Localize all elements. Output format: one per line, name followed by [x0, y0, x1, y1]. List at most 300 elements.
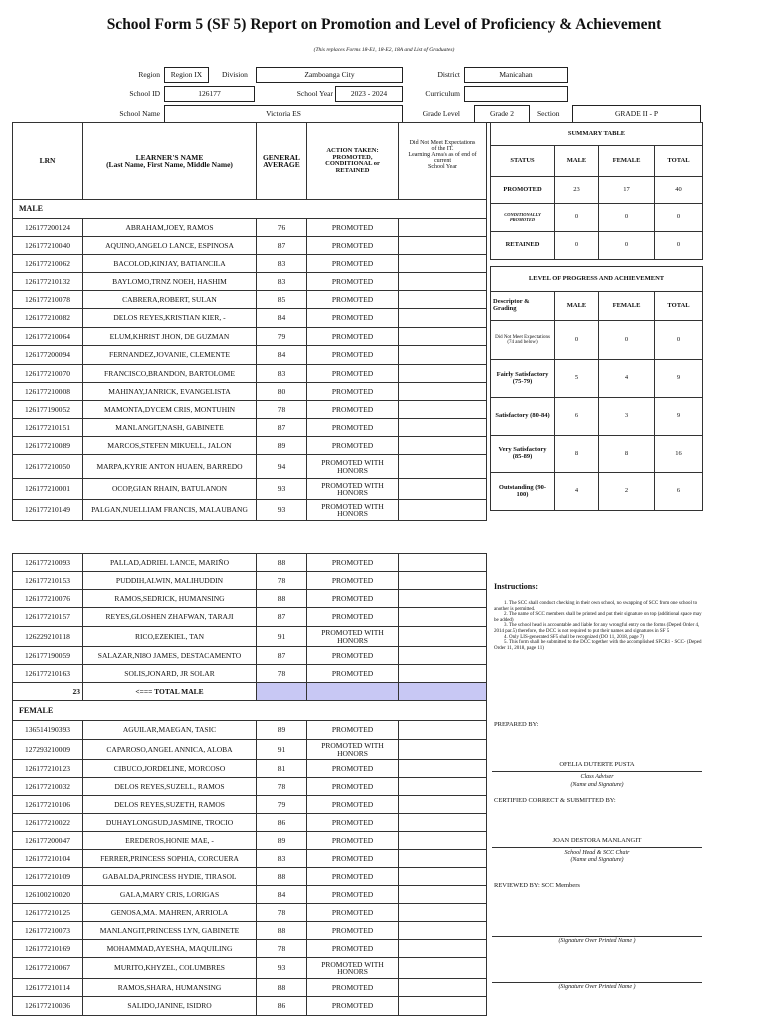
learner-lrn: 126100210020	[13, 886, 83, 904]
learner-name: GABALDA,PRINCESS HYDIE, TIRASOL	[83, 868, 257, 886]
learner-name: SALAZAR,NI8O JAMES, DESTACAMENTO	[83, 647, 257, 665]
learner-name: CABRERA,ROBERT, SULAN	[83, 291, 257, 309]
learner-name: CIBUCO,JORDELINE, MORCOSO	[83, 760, 257, 778]
learner-row	[13, 401, 487, 419]
did-not-meet-cell	[399, 437, 487, 455]
learner-row	[13, 500, 487, 521]
learner-name: MARCOS,STEFEN MIKUELL, JALON	[83, 437, 257, 455]
learner-name-header-line2: (Last Name, First Name, Middle Name)	[106, 160, 233, 169]
did-not-meet-header-line4: current	[434, 158, 451, 164]
did-not-meet-cell	[399, 219, 487, 237]
action-taken: PROMOTED	[307, 778, 399, 796]
summary-title: SUMMARY TABLE	[491, 123, 703, 146]
did-not-meet-cell	[399, 979, 487, 997]
learner-lrn: 127293210009	[13, 740, 83, 760]
learner-lrn: 126177210076	[13, 590, 83, 608]
did-not-meet-header-line2: of the IT.	[431, 146, 454, 152]
action-taken: PROMOTED	[307, 886, 399, 904]
learner-row	[13, 940, 487, 958]
district-label: District	[437, 70, 460, 80]
learner-name: RICO,EZEKIEL, TAN	[83, 627, 257, 647]
summary-male-value: 0	[555, 204, 599, 232]
learner-name: FERRER,PRINCESS SOPHIA, CORCUERA	[83, 850, 257, 868]
learner-row	[13, 328, 487, 346]
general-average: 87	[257, 608, 307, 627]
action-taken: PROMOTED	[307, 237, 399, 255]
learner-lrn: 126177190052	[13, 401, 83, 419]
general-average: 76	[257, 219, 307, 237]
grade-level-field: Grade 2	[474, 105, 530, 123]
learner-row	[13, 740, 487, 760]
learner-name: SALIDO,JANINE, ISIDRO	[83, 997, 257, 1016]
adviser-role: Class Adviser	[580, 774, 614, 780]
scc-member-signature-note-1: (Signature Over Printed Name )	[558, 938, 636, 944]
general-average: 78	[257, 572, 307, 590]
learner-name: PALGAN,NUELLIAM FRANCIS, MALAUBANG	[83, 500, 257, 521]
learner-lrn: 126177210082	[13, 309, 83, 328]
did-not-meet-cell	[399, 868, 487, 886]
did-not-meet-cell	[399, 796, 487, 814]
scc-member-signature-line-1	[492, 936, 702, 937]
general-average: 93	[257, 500, 307, 521]
general-average: 80	[257, 383, 307, 401]
region-label: Region	[138, 70, 160, 80]
did-not-meet-cell	[399, 940, 487, 958]
progress-descriptor: Outstanding (90-100)	[491, 473, 555, 511]
learner-lrn: 126177210093	[13, 554, 83, 572]
general-average: 78	[257, 940, 307, 958]
did-not-meet-cell	[399, 479, 487, 500]
summary-row-label: PROMOTED	[491, 177, 555, 204]
did-not-meet-cell	[399, 665, 487, 683]
learner-lrn: 126177210149	[13, 500, 83, 521]
learner-name: MOHAMMAD,AYESHA, MAQUILING	[83, 940, 257, 958]
learner-row	[13, 796, 487, 814]
learner-row	[13, 922, 487, 940]
general-average: 94	[257, 455, 307, 479]
learner-lrn: 126177190059	[13, 647, 83, 665]
action-taken: PROMOTED	[307, 997, 399, 1016]
learner-lrn: 126177210132	[13, 273, 83, 291]
progress-total-value: 6	[655, 473, 703, 511]
general-average: 78	[257, 665, 307, 683]
learner-lrn: 126177210036	[13, 997, 83, 1016]
learner-name: MANLANGIT,PRINCESS LYN, GABINETE	[83, 922, 257, 940]
general-average: 88	[257, 868, 307, 886]
instruction-item: 5. This form shall be submitted to the DCC together with the accomplished SFCR1 - SCC- (Deped Order 11, 2018, page 11)	[494, 640, 702, 651]
action-taken-header-line3: CONDITIONAL or	[325, 160, 380, 167]
learner-name: DELOS REYES,SUZELL, RAMOS	[83, 778, 257, 796]
learner-lrn: 126177210106	[13, 796, 83, 814]
progress-male-value: 0	[555, 321, 599, 360]
learner-row	[13, 309, 487, 328]
learner-name: ABRAHAM,JOEY, RAMOS	[83, 219, 257, 237]
learner-name: GALA,MARY CRIS, LORIGAS	[83, 886, 257, 904]
did-not-meet-cell	[399, 778, 487, 796]
did-not-meet-cell	[399, 721, 487, 740]
learner-lrn: 126177210114	[13, 979, 83, 997]
general-average: 89	[257, 437, 307, 455]
school-year-label: School Year	[296, 89, 333, 99]
learner-lrn: 126177200047	[13, 832, 83, 850]
general-average: 85	[257, 291, 307, 309]
did-not-meet-cell	[399, 760, 487, 778]
action-taken: PROMOTED WITH HONORS	[307, 479, 399, 500]
general-average: 83	[257, 273, 307, 291]
learner-name: DELOS REYES,SUZETH, RAMOS	[83, 796, 257, 814]
summary-male-value: 0	[555, 232, 599, 260]
section-label: Section	[537, 109, 560, 119]
progress-total-value: 16	[655, 436, 703, 473]
action-taken: PROMOTED WITH HONORS	[307, 455, 399, 479]
learner-name: MAMONTA,DYCEM CRIS, MONTUHIN	[83, 401, 257, 419]
learner-lrn: 126177210067	[13, 958, 83, 979]
learner-lrn: 126177210123	[13, 760, 83, 778]
progress-female-value: 2	[599, 473, 655, 511]
learner-name: DUHAYLONGSUD,JASMINE, TROCIO	[83, 814, 257, 832]
learner-name: DELOS REYES,KRISTIAN KIER, -	[83, 309, 257, 328]
instruction-item: 2. The name of SCC members shall be printed and put their signature on top (additional space may be added)	[494, 612, 702, 623]
school-year-field: 2023 - 2024	[335, 86, 403, 102]
progress-row	[491, 398, 703, 436]
progress-row	[491, 321, 703, 360]
did-not-meet-cell	[399, 997, 487, 1016]
general-average: 88	[257, 554, 307, 572]
general-average: 78	[257, 904, 307, 922]
learner-name: RAMOS,SEDRICK, HUMANSING	[83, 590, 257, 608]
progress-total-header: TOTAL	[655, 292, 703, 321]
did-not-meet-cell	[399, 419, 487, 437]
general-average: 86	[257, 814, 307, 832]
action-taken: PROMOTED	[307, 868, 399, 886]
general-average: 86	[257, 997, 307, 1016]
learner-row	[13, 479, 487, 500]
general-average: 87	[257, 419, 307, 437]
did-not-meet-header	[399, 123, 487, 200]
summary-row-label: CONDITIONALLY PROMOTED	[491, 204, 555, 232]
general-average: 93	[257, 479, 307, 500]
progress-female-value: 0	[599, 321, 655, 360]
did-not-meet-cell	[399, 886, 487, 904]
general-average: 83	[257, 365, 307, 383]
learner-row	[13, 886, 487, 904]
did-not-meet-cell	[399, 291, 487, 309]
action-taken: PROMOTED	[307, 328, 399, 346]
learner-name: AGUILAR,MAEGAN, TASIC	[83, 721, 257, 740]
progress-descriptor: Satisfactory (80-84)	[491, 398, 555, 436]
learner-name: REYES,GLOSHEN ZHAFWAN, TARAJI	[83, 608, 257, 627]
learner-row	[13, 647, 487, 665]
section-field: GRADE II - P	[572, 105, 701, 123]
learner-name: MAHINAY,JANRICK, EVANGELISTA	[83, 383, 257, 401]
reviewed-by-label: REVIEWED BY: SCC Members	[494, 882, 580, 889]
learner-lrn: 126177200094	[13, 346, 83, 365]
progress-descriptor-header: Descriptor & Grading	[491, 292, 555, 321]
did-not-meet-cell	[399, 328, 487, 346]
general-average: 88	[257, 979, 307, 997]
learner-row	[13, 219, 487, 237]
summary-male-header: MALE	[555, 146, 599, 177]
did-not-meet-cell	[399, 273, 487, 291]
learner-name: PALLAD,ADRIEL LANCE, MARIÑO	[83, 554, 257, 572]
instructions-list	[494, 601, 702, 651]
scc-member-signature-note-2: (Signature Over Printed Name )	[558, 984, 636, 990]
progress-descriptor: Very Satisfactory (85-89)	[491, 436, 555, 473]
learner-row	[13, 455, 487, 479]
instruction-item: 3. The school head is accountable and liable for any wrongful entry on the forms (Deped Order 4, 2014 par.5) therefore, the DCC is not required to put their names and signatures in SF 5	[494, 623, 700, 634]
female-section-row	[13, 701, 487, 721]
progress-descriptor: Did Not Meet Expectations (74 and below)	[491, 321, 555, 360]
general-average: 78	[257, 778, 307, 796]
progress-male-header: MALE	[555, 292, 599, 321]
learner-row	[13, 904, 487, 922]
action-taken: PROMOTED	[307, 554, 399, 572]
progress-descriptor: Fairly Satisfactory (75-79)	[491, 360, 555, 398]
certified-by-label: CERTIFIED CORRECT & SUBMITTED BY:	[494, 797, 616, 804]
action-taken: PROMOTED	[307, 419, 399, 437]
general-average: 93	[257, 958, 307, 979]
learner-lrn: 126177210157	[13, 608, 83, 627]
summary-female-value: 0	[599, 232, 655, 260]
summary-total-value: 40	[655, 177, 703, 204]
general-average-header-line2: AVERAGE	[263, 160, 300, 169]
general-average: 79	[257, 796, 307, 814]
learner-row	[13, 590, 487, 608]
school-head-signature-line	[492, 847, 702, 848]
learner-name: GENOSA,MA. MAHREN, ARRIOLA	[83, 904, 257, 922]
action-taken: PROMOTED WITH HONORS	[307, 740, 399, 760]
did-not-meet-cell	[399, 572, 487, 590]
district-field: Manicahan	[464, 67, 568, 83]
learner-lrn: 126177210104	[13, 850, 83, 868]
progress-total-value: 0	[655, 321, 703, 360]
action-taken: PROMOTED	[307, 904, 399, 922]
grade-level-label: Grade Level	[422, 109, 460, 119]
adviser-name: OFELIA DUTERTE PUSTA	[559, 761, 635, 768]
learner-row	[13, 832, 487, 850]
division-label: Division	[222, 70, 248, 80]
summary-total-header: TOTAL	[655, 146, 703, 177]
did-not-meet-cell	[399, 922, 487, 940]
general-average: 88	[257, 590, 307, 608]
learner-lrn: 126177210089	[13, 437, 83, 455]
learner-name: MARPA,KYRIE ANTON HUAEN, BARREDO	[83, 455, 257, 479]
progress-title: LEVEL OF PROGRESS AND ACHIEVEMENT	[491, 267, 703, 292]
adviser-signature-line	[492, 771, 702, 772]
general-average: 81	[257, 760, 307, 778]
action-taken: PROMOTED	[307, 608, 399, 627]
total-male-row	[13, 683, 487, 701]
summary-total-value: 0	[655, 232, 703, 260]
action-taken: PROMOTED	[307, 291, 399, 309]
action-taken: PROMOTED	[307, 309, 399, 328]
school-id-label: School ID	[129, 89, 160, 99]
learner-name: ELUM,KHRIST JHON, DE GUZMAN	[83, 328, 257, 346]
action-taken: PROMOTED WITH HONORS	[307, 958, 399, 979]
summary-female-value: 17	[599, 177, 655, 204]
did-not-meet-cell	[399, 309, 487, 328]
did-not-meet-cell	[399, 832, 487, 850]
did-not-meet-cell	[399, 608, 487, 627]
learner-row	[13, 237, 487, 255]
school-name-label: School Name	[119, 109, 160, 119]
learner-name: EREDEROS,HONIE MAE, -	[83, 832, 257, 850]
general-average: 83	[257, 850, 307, 868]
learner-name: CAPAROSO,ANGEL ANNICA, ALOBA	[83, 740, 257, 760]
school-name-field: Victoria ES	[164, 105, 403, 123]
general-average: 87	[257, 647, 307, 665]
learner-row	[13, 814, 487, 832]
progress-female-value: 4	[599, 360, 655, 398]
action-taken: PROMOTED	[307, 572, 399, 590]
action-taken: PROMOTED	[307, 940, 399, 958]
action-taken: PROMOTED WITH HONORS	[307, 500, 399, 521]
learner-name: SOLIS,JONARD, JR SOLAR	[83, 665, 257, 683]
general-average: 89	[257, 832, 307, 850]
learner-lrn: 126177210125	[13, 904, 83, 922]
learner-name: MANLANGIT,NASH, GABINETE	[83, 419, 257, 437]
general-average: 84	[257, 886, 307, 904]
did-not-meet-cell	[399, 237, 487, 255]
learner-row	[13, 850, 487, 868]
learner-row	[13, 255, 487, 273]
total-male-count: 23	[13, 683, 83, 701]
action-taken: PROMOTED WITH HONORS	[307, 627, 399, 647]
progress-male-value: 4	[555, 473, 599, 511]
progress-female-header: FEMALE	[599, 292, 655, 321]
learner-row	[13, 997, 487, 1016]
instruction-item: 4. Only LIS-generated SF5 shall be recognized (DO 11, 2018, page 7)	[504, 634, 645, 640]
action-taken: PROMOTED	[307, 979, 399, 997]
progress-female-value: 8	[599, 436, 655, 473]
action-taken: PROMOTED	[307, 665, 399, 683]
learner-lrn: 136514190393	[13, 721, 83, 740]
learner-lrn: 126177210163	[13, 665, 83, 683]
form-subtitle: (This replaces Forms 18-E1, 18-E2, 18A and List of Graduates)	[313, 47, 455, 53]
adviser-note: (Name and Signature)	[570, 782, 624, 788]
learner-name-header-line1: LEARNER'S NAME	[135, 152, 204, 162]
action-taken: PROMOTED	[307, 796, 399, 814]
action-taken-header-line4: RETAINED	[335, 166, 370, 174]
learner-row	[13, 554, 487, 572]
learner-lrn: 126177210008	[13, 383, 83, 401]
action-taken: PROMOTED	[307, 760, 399, 778]
learner-row	[13, 721, 487, 740]
learner-row	[13, 760, 487, 778]
summary-female-header: FEMALE	[599, 146, 655, 177]
learner-name: OCOP,GIAN RHAIN, BATULANON	[83, 479, 257, 500]
summary-total-value: 0	[655, 204, 703, 232]
learner-row	[13, 365, 487, 383]
did-not-meet-cell	[399, 904, 487, 922]
progress-total-value: 9	[655, 398, 703, 436]
school-head-note: (Name and Signature)	[570, 857, 624, 863]
action-taken: PROMOTED	[307, 437, 399, 455]
action-taken: PROMOTED	[307, 383, 399, 401]
general-average: 78	[257, 401, 307, 419]
learner-row	[13, 419, 487, 437]
learner-lrn: 126177210001	[13, 479, 83, 500]
general-average: 84	[257, 346, 307, 365]
learners-table-part2	[12, 553, 487, 1016]
learner-row	[13, 273, 487, 291]
did-not-meet-header-line1: Did Not Meet Expectations	[409, 140, 476, 146]
progress-total-value: 9	[655, 360, 703, 398]
progress-row	[491, 360, 703, 398]
did-not-meet-cell	[399, 850, 487, 868]
scc-member-signature-line-2	[492, 982, 702, 983]
learner-lrn: 126177210078	[13, 291, 83, 309]
did-not-meet-cell	[399, 383, 487, 401]
learner-lrn: 126177210022	[13, 814, 83, 832]
learner-lrn: 126177210062	[13, 255, 83, 273]
school-head-name: JOAN DESTORA MANLANGIT	[552, 837, 642, 844]
learner-name: BAYLOMO,TRNZ NOEH, HASHIM	[83, 273, 257, 291]
learner-row	[13, 437, 487, 455]
did-not-meet-cell	[399, 958, 487, 979]
learner-name: PUDDIH,ALWIN, MALIHUDDIN	[83, 572, 257, 590]
form-title: School Form 5 (SF 5) Report on Promotion and Level of Proficiency & Achievement	[106, 16, 662, 33]
total-male-dnm-cell	[399, 683, 487, 701]
curriculum-label: Curriculum	[425, 89, 460, 99]
learner-lrn: 126229210118	[13, 627, 83, 647]
did-not-meet-cell	[399, 647, 487, 665]
general-average: 88	[257, 922, 307, 940]
progress-row	[491, 473, 703, 511]
general-average: 91	[257, 627, 307, 647]
learner-name: FRANCISCO,BRANDON, BARTOLOME	[83, 365, 257, 383]
action-taken: PROMOTED	[307, 721, 399, 740]
action-taken: PROMOTED	[307, 832, 399, 850]
action-taken: PROMOTED	[307, 647, 399, 665]
division-field: Zamboanga City	[256, 67, 403, 83]
action-taken: PROMOTED	[307, 365, 399, 383]
learner-name: BACOLOD,KINJAY, BATIANCILA	[83, 255, 257, 273]
general-average: 87	[257, 237, 307, 255]
instruction-item: 1. The SCC shall conduct checking in their own school, no swapping of SCC from one school to another is permitted.	[494, 601, 698, 612]
curriculum-field	[464, 86, 568, 102]
learner-lrn: 126177210032	[13, 778, 83, 796]
summary-male-value: 23	[555, 177, 599, 204]
learner-lrn: 126177210040	[13, 237, 83, 255]
male-section-label: MALE	[13, 200, 487, 219]
did-not-meet-cell	[399, 500, 487, 521]
action-taken: PROMOTED	[307, 255, 399, 273]
school-head-role: School Head & SCC Chair	[564, 850, 630, 856]
action-taken: PROMOTED	[307, 273, 399, 291]
learner-lrn: 126177210070	[13, 365, 83, 383]
learner-name: RAMOS,SHARA, HUMANSING	[83, 979, 257, 997]
general-average: 91	[257, 740, 307, 760]
general-average: 79	[257, 328, 307, 346]
did-not-meet-header-line5: School Year	[427, 164, 457, 170]
summary-female-value: 0	[599, 204, 655, 232]
total-male-average-cell	[257, 683, 307, 701]
did-not-meet-header-line3: Learning Area/s as of end of	[408, 152, 477, 158]
progress-table	[490, 266, 703, 511]
learner-row	[13, 778, 487, 796]
learner-lrn: 126177210153	[13, 572, 83, 590]
learners-table-part1	[12, 122, 487, 521]
learner-name: AQUINO,ANGELO LANCE, ESPINOSA	[83, 237, 257, 255]
learner-row	[13, 979, 487, 997]
learner-lrn: 126177210151	[13, 419, 83, 437]
learner-name: MURITO,KHYZEL, COLUMBRES	[83, 958, 257, 979]
learner-row	[13, 627, 487, 647]
general-average-header-line1: GENERAL	[262, 152, 301, 162]
did-not-meet-cell	[399, 255, 487, 273]
summary-row-label: RETAINED	[491, 232, 555, 260]
